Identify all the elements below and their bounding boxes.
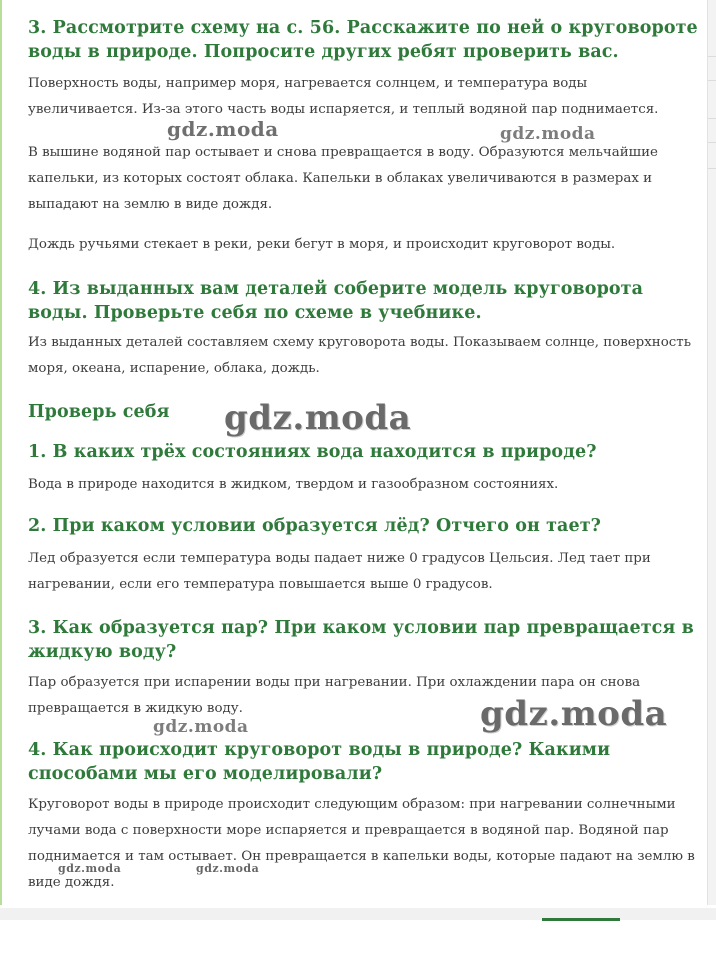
watermark: gdz.moda: [480, 694, 668, 734]
watermark: gdz.moda: [153, 717, 249, 737]
check-2-question: 2. При каком условии образуется лёд? Отчего он тает?: [28, 516, 601, 536]
check-3-question: 3. Как образуется пар? При каком условии пар превращается в жидкую воду?: [28, 618, 694, 662]
check-1-question: 1. В каких трёх состояниях вода находится в природе?: [28, 442, 597, 462]
check-4-answer: Круговорот воды в природе происходит следующим образом: при нагревании солнечными лучами вода с поверхности море испаряется и превращается в водяной пар. Водяной пар поднимается и там остывает. Он превращается в капельки воды, которые падают на землю в виде дождя.: [28, 797, 695, 890]
watermark: gdz.moda: [167, 117, 279, 141]
task-4-section: [28, 277, 700, 325]
task-3-section: [28, 16, 700, 64]
task-3-answer-2: В вышине водяной пар остывает и снова превращается в воду. Образуются мельчайшие капельки, из которых состоят облака. Капельки в облаках увеличиваются в размерах и выпадают на землю в виде дождя.: [28, 145, 658, 212]
task-3-question: 3. Рассмотрите схему на с. 56. Расскажите по ней о круговороте воды в природе. Попросите других ребят проверить вас.: [28, 18, 698, 62]
watermark: gdz.moda: [500, 124, 596, 144]
check-4-question: 4. Как происходит круговорот воды в природе? Какими способами мы его моделировали?: [28, 740, 611, 784]
left-border: [0, 0, 2, 905]
check-2-answer: Лед образуется если температура воды падает ниже 0 градусов Цельсия. Лед тает при нагревании, если его температура повышается выше 0 градусов.: [28, 551, 651, 592]
check-1-answer: Вода в природе находится в жидком, твердом и газообразном состояниях.: [28, 477, 559, 492]
footer-accent-bar: [542, 918, 620, 921]
task-4-question: 4. Из выданных вам деталей соберите модель круговорота воды. Проверьте себя по схеме в учебнике.: [28, 279, 644, 323]
right-scroll-strip: [707, 0, 716, 905]
task-4-answer: Из выданных деталей составляем схему круговорота воды. Показываем солнце, поверхность моря, океана, испарение, облака, дождь.: [28, 335, 691, 376]
watermark: gdz.moda: [58, 862, 122, 875]
watermark: gdz.moda: [224, 398, 412, 438]
task-3-answer-1: Поверхность воды, например моря, нагревается солнцем, и температура воды увеличивается. Из-за этого часть воды испаряется, и теплый водяной пар поднимается.: [28, 76, 659, 117]
task-3-answer-3: Дождь ручьями стекает в реки, реки бегут в моря, и происходит круговорот воды.: [28, 237, 616, 252]
check-yourself-heading: Проверь себя: [28, 402, 170, 422]
check-3-answer: Пар образуется при испарении воды при нагревании. При охлаждении пара он снова превращается в жидкую воду.: [28, 675, 641, 716]
watermark: gdz.moda: [196, 862, 260, 875]
